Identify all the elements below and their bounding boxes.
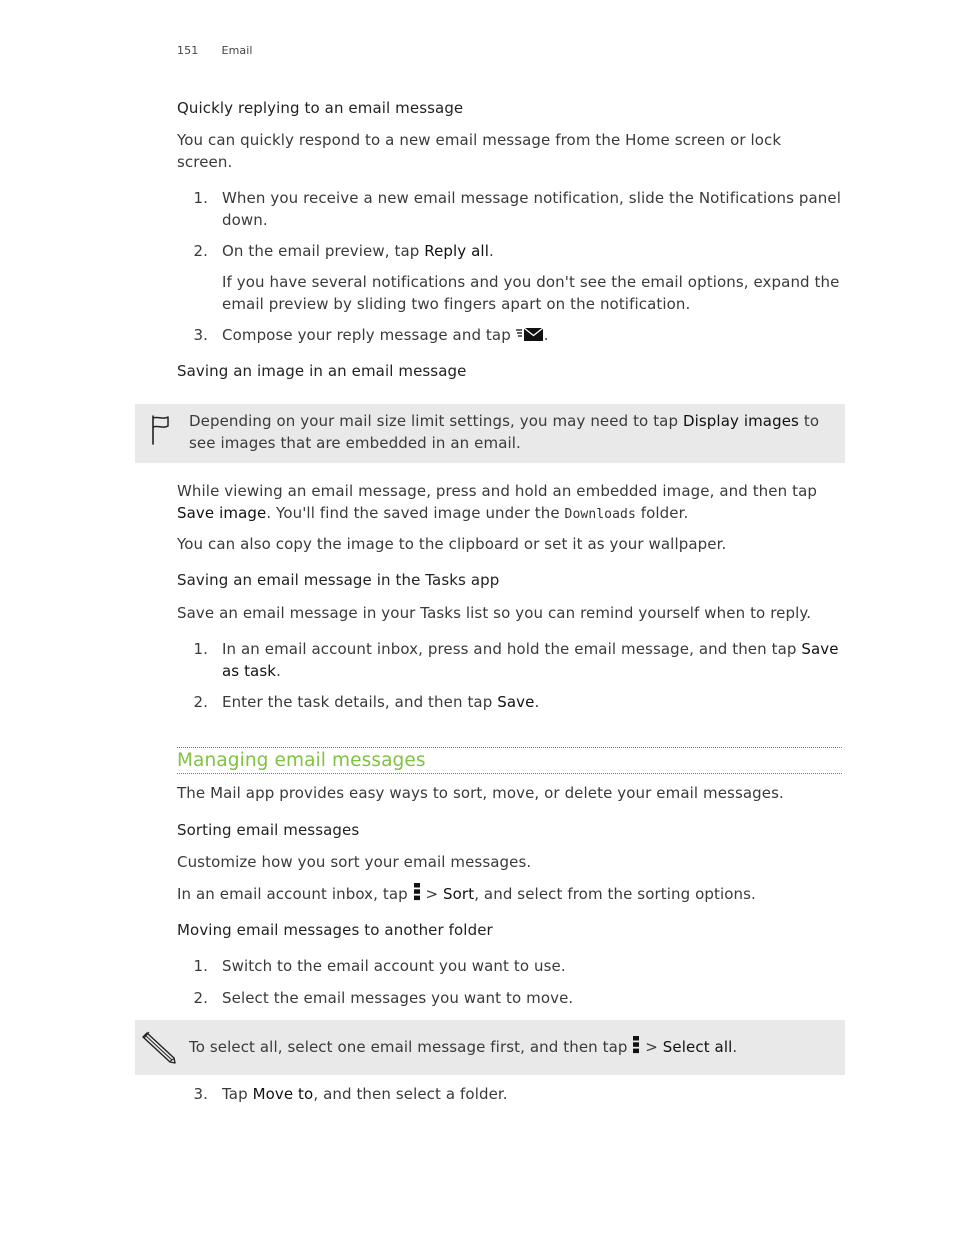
note-box	[135, 404, 845, 463]
move-to-label: Move to	[252, 1085, 314, 1103]
sort-label: Sort	[443, 885, 475, 903]
paragraph-text: , and select from the sorting options.	[474, 885, 756, 903]
moving-step-3	[222, 1083, 847, 1105]
quick-reply-step-1: When you receive a new email message notification, slide the Notifications panel down.	[222, 189, 842, 229]
step-text: Compose your reply message and tap	[222, 326, 516, 344]
more-menu-icon	[413, 882, 421, 907]
section-name: Email	[221, 44, 253, 57]
tasks-heading: Saving an email message in the Tasks app	[177, 571, 500, 589]
paragraph-text: . You'll find the saved image under the	[266, 504, 565, 522]
tip-text-part: >	[640, 1038, 663, 1056]
step-number: 2.	[193, 242, 208, 260]
step-text: On the email preview, tap	[222, 242, 425, 260]
step-text: Tap	[222, 1085, 253, 1103]
managing-intro: The Mail app provides easy ways to sort, move, or delete your email messages.	[177, 784, 784, 802]
step-number: 2.	[193, 693, 208, 711]
downloads-folder: Downloads	[564, 507, 636, 522]
step-text: In an email account inbox, press and hold the email message, and then tap	[222, 640, 802, 658]
tasks-step-2	[222, 691, 847, 713]
sorting-p2	[177, 882, 837, 907]
step-number: 2.	[193, 989, 208, 1007]
quick-reply-intro: You can quickly respond to a new email message from the Home screen or lock screen.	[177, 131, 782, 171]
step-number: 1.	[193, 957, 208, 975]
send-icon	[516, 326, 544, 348]
paragraph-text: >	[420, 885, 444, 903]
copy-image-paragraph: You can also copy the image to the clipboard or set it as your wallpaper.	[177, 535, 727, 553]
paragraph-text: In an email account inbox, tap	[177, 885, 413, 903]
page-header	[177, 44, 253, 57]
step-number: 1.	[193, 640, 208, 658]
note-text	[189, 410, 834, 454]
quick-reply-step-3	[222, 324, 852, 348]
flag-icon	[149, 414, 171, 450]
step-number: 3.	[193, 1085, 208, 1103]
sorting-heading: Sorting email messages	[177, 821, 360, 839]
step-text: Enter the task details, and then tap	[222, 693, 498, 711]
section-title: Managing email messages	[177, 750, 426, 771]
save-as-task-label: Save as task	[222, 640, 839, 680]
tip-box	[135, 1020, 845, 1075]
quick-reply-step-2	[222, 240, 852, 262]
moving-step-2: Select the email messages you want to move.	[222, 989, 574, 1007]
note-text-part: to see images that are embedded in an email.	[189, 412, 820, 452]
save-image-paragraph	[177, 480, 837, 526]
sorting-p1: Customize how you sort your email messages.	[177, 853, 532, 871]
select-all-label: Select all	[662, 1038, 733, 1056]
step-text: .	[534, 693, 540, 711]
save-image-label: Save image	[177, 504, 267, 522]
step-number: 1.	[193, 189, 208, 207]
tasks-intro: Save an email message in your Tasks list so you can remind yourself when to reply.	[177, 604, 812, 622]
pencil-icon	[141, 1029, 177, 1069]
paragraph-text: folder.	[635, 504, 689, 522]
section-divider-top	[177, 747, 842, 748]
note-text-part: Depending on your mail size limit settings, you may need to tap	[189, 412, 683, 430]
page-number: 151	[177, 44, 199, 57]
reply-all-label: Reply all	[424, 242, 489, 260]
display-images-label: Display images	[682, 412, 799, 430]
tasks-step-1	[222, 638, 847, 682]
tip-text-part: To select all, select one email message first, and then tap	[189, 1038, 633, 1056]
tip-text-part: .	[732, 1038, 738, 1056]
quick-reply-heading: Quickly replying to an email message	[177, 99, 464, 117]
paragraph-text: While viewing an email message, press and hold an embedded image, and then tap	[177, 482, 817, 500]
step-number: 3.	[193, 326, 208, 344]
moving-step-1: Switch to the email account you want to use.	[222, 957, 566, 975]
save-label: Save	[497, 693, 535, 711]
step-text: , and then select a folder.	[313, 1085, 508, 1103]
step-text: .	[276, 662, 281, 680]
quick-reply-step-2-note: If you have several notifications and you don't see the email options, expand the email preview by sliding two fingers apart on the notification.	[222, 273, 840, 313]
save-image-heading: Saving an image in an email message	[177, 362, 467, 380]
step-text: .	[488, 242, 494, 260]
section-divider-bottom	[177, 773, 842, 774]
moving-heading: Moving email messages to another folder	[177, 921, 493, 939]
step-text: .	[543, 326, 549, 344]
tip-text	[189, 1035, 834, 1060]
